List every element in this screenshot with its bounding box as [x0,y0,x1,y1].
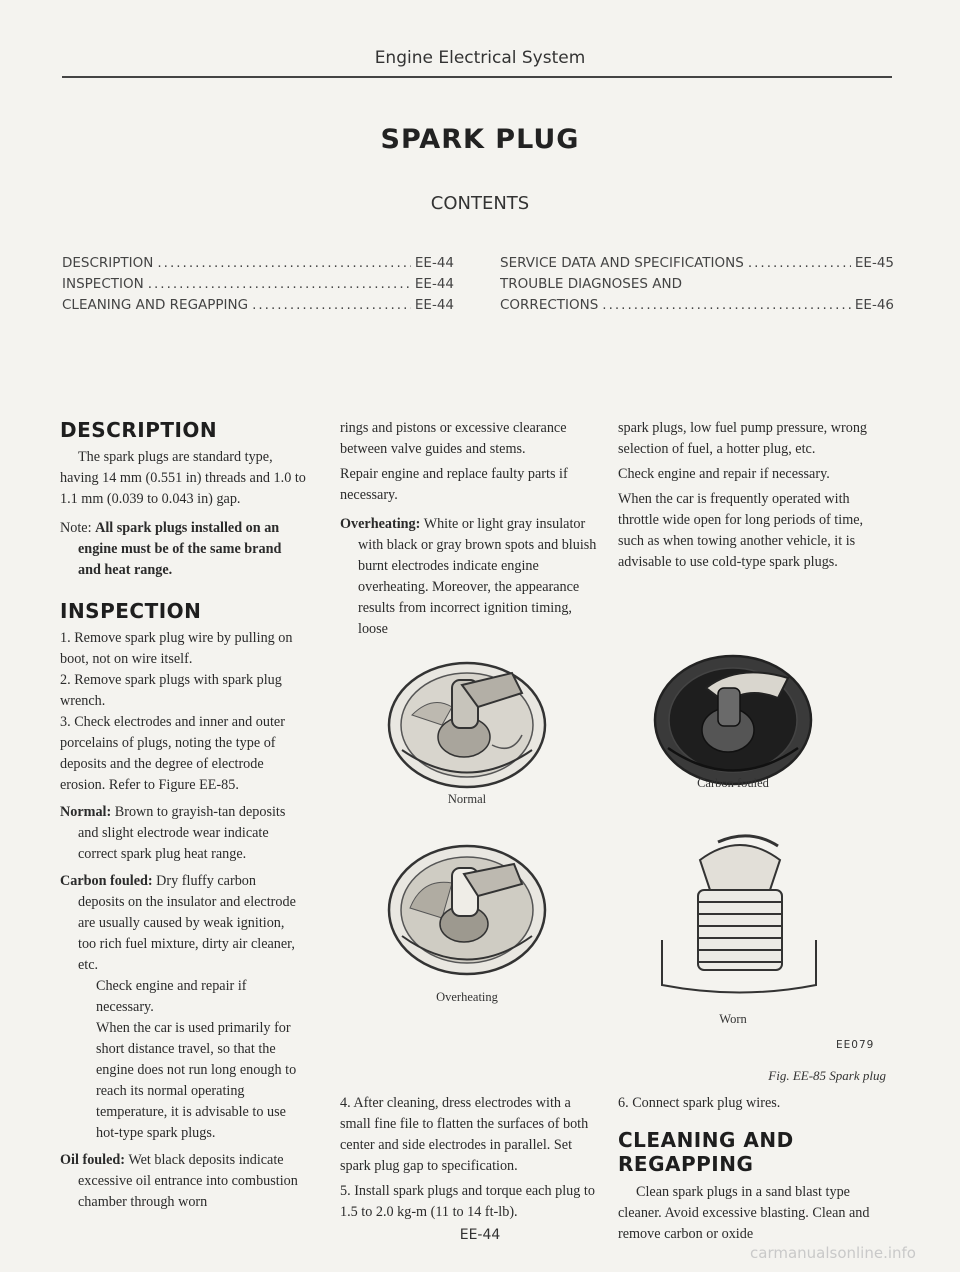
running-title: Engine Electrical System [374,48,586,68]
cleaning-body: Clean spark plugs in a sand blast type cleaner. Avoid excessive blasting. Clean and remove carbon or oxide [618,1184,870,1242]
carbon-short-distance: When the car is used primarily for short distance travel, so that the engine does not run long enough to reach its normal operating temperature, it is advisable to use hot-type spark plugs. [96,1020,297,1141]
note-label: Note: [60,520,92,536]
toc-left [62,255,454,318]
inspection-step-1: 1. Remove spark plug wire by pulling on boot, not on wire itself. [60,630,293,667]
overheating-continued: spark plugs, low fuel pump pressure, wrong selection of fuel, a hotter plug, etc. [618,420,868,457]
carbon-text: Dry fluffy carbon deposits on the insulator and electrode are usually caused by weak ignition, too rich fuel mixture, dirty air cleaner, etc. [78,873,296,973]
toc-entry-title: CLEANING AND REGAPPING [62,297,249,313]
toc-entry-page: EE-44 [414,276,454,292]
spark-plug-overheating-image [382,838,552,978]
oil-continued: rings and pistons or excessive clearance between valve guides and stems. [340,420,567,457]
toc-entry-trouble [500,276,894,297]
description-note [60,518,306,581]
caption-carbon-fouled: Carbon fouled [697,776,769,790]
term-normal: Normal: [60,804,112,820]
caption-overheating: Overheating [436,990,498,1004]
oil-text: Wet black deposits indicate excessive oil entrance into combustion chamber through worn [78,1152,298,1210]
toc-entry-title: SERVICE DATA AND SPECIFICATIONS [500,255,744,271]
caption-normal: Normal [447,792,487,806]
column-right-bottom [618,1093,886,1249]
toc-entry-title: DESCRIPTION [62,255,154,271]
toc-entry-service-data[interactable] [500,255,894,276]
normal-text: Brown to grayish-tan deposits and slight electrode wear indicate correct spark plug heat range. [78,804,286,862]
toc-entry-corrections[interactable] [500,297,894,318]
section-title: SPARK PLUG [380,124,580,155]
column-middle [340,418,602,644]
heading-cleaning [618,1128,886,1176]
column-middle-bottom [340,1093,602,1227]
overheating-towing: When the car is frequently operated with throttle wide open for long periods of time, such as when towing another vehicle, it is advisable to use cold-type spark plugs. [618,491,864,570]
toc-entry-title: CORRECTIONS [500,297,599,313]
term-overheating: Overheating: [340,516,421,532]
toc-entry-page: EE-45 [854,255,894,271]
toc-entry-title: TROUBLE DIAGNOSES AND [500,276,682,292]
contents-label: CONTENTS [430,193,530,214]
overheating-check: Check engine and repair if necessary. [618,466,830,482]
spark-plug-normal-image [382,655,552,790]
oil-repair: Repair engine and replace faulty parts if necessary. [340,466,568,503]
inspection-step-4: 4. After cleaning, dress electrodes with a small fine file to flatten the surfaces of both center and side electrodes in parallel. Set spark plug gap to specification. [340,1095,589,1174]
term-carbon: Carbon fouled: [60,873,153,889]
inspection-step-6: 6. Connect spark plug wires. [618,1095,781,1111]
toc-entry-inspection[interactable] [62,276,454,297]
toc-right [500,255,894,318]
overheating-text: White or light gray insulator with black or gray brown spots and bluish burnt electrodes indicate engine overheating. Moreover, the appearance results from incorrect ignition timing, loose [358,516,597,637]
inspection-step-2: 2. Remove spark plugs with spark plug wrench. [60,672,282,709]
toc-entry-page: EE-46 [854,297,894,313]
oil-paragraph [60,1150,306,1213]
header-rule [62,76,892,78]
carbon-paragraph [60,871,306,1144]
toc-entry-cleaning[interactable] [62,297,454,318]
watermark: carmanualsonline.info [750,1244,916,1262]
toc-entry-page: EE-44 [414,297,454,313]
normal-paragraph [60,802,306,865]
toc-entry-page: EE-44 [414,255,454,271]
figure-code: EE079 [836,1039,875,1051]
description-body: The spark plugs are standard type, having 14 mm (0.551 in) threads and 1.0 to 1.1 mm (0.039 to 0.043 in) gap. [60,449,306,507]
term-oil-fouled: Oil fouled: [60,1152,126,1168]
spark-plug-worn-image [640,820,830,1010]
heading-cleaning-line1: CLEANING AND [618,1128,794,1152]
heading-description: DESCRIPTION [60,418,218,442]
heading-inspection: INSPECTION [60,599,202,623]
inspection-step-5: 5. Install spark plugs and torque each plug to 1.5 to 2.0 kg-m (11 to 14 ft-lb). [340,1183,595,1220]
column-left [60,418,306,1217]
heading-cleaning-line2: REGAPPING [618,1152,754,1176]
figure-label: Fig. EE-85 Spark plug [768,1068,886,1083]
note-text: All spark plugs installed on an engine must be of the same brand and heat range. [78,520,282,578]
caption-worn: Worn [719,1012,747,1026]
page-number: EE-44 [459,1227,501,1243]
overheating-paragraph [340,514,602,640]
spark-plug-carbon-fouled-image [648,648,818,788]
column-right-top [618,418,886,577]
inspection-step-3: 3. Check electrodes and inner and outer porcelains of plugs, noting the type of deposits and the degree of electrode erosion. Refer to Figure EE-85. [60,714,285,793]
toc-entry-title: INSPECTION [62,276,144,292]
toc-entry-description[interactable] [62,255,454,276]
carbon-check: Check engine and repair if necessary. [96,978,247,1015]
